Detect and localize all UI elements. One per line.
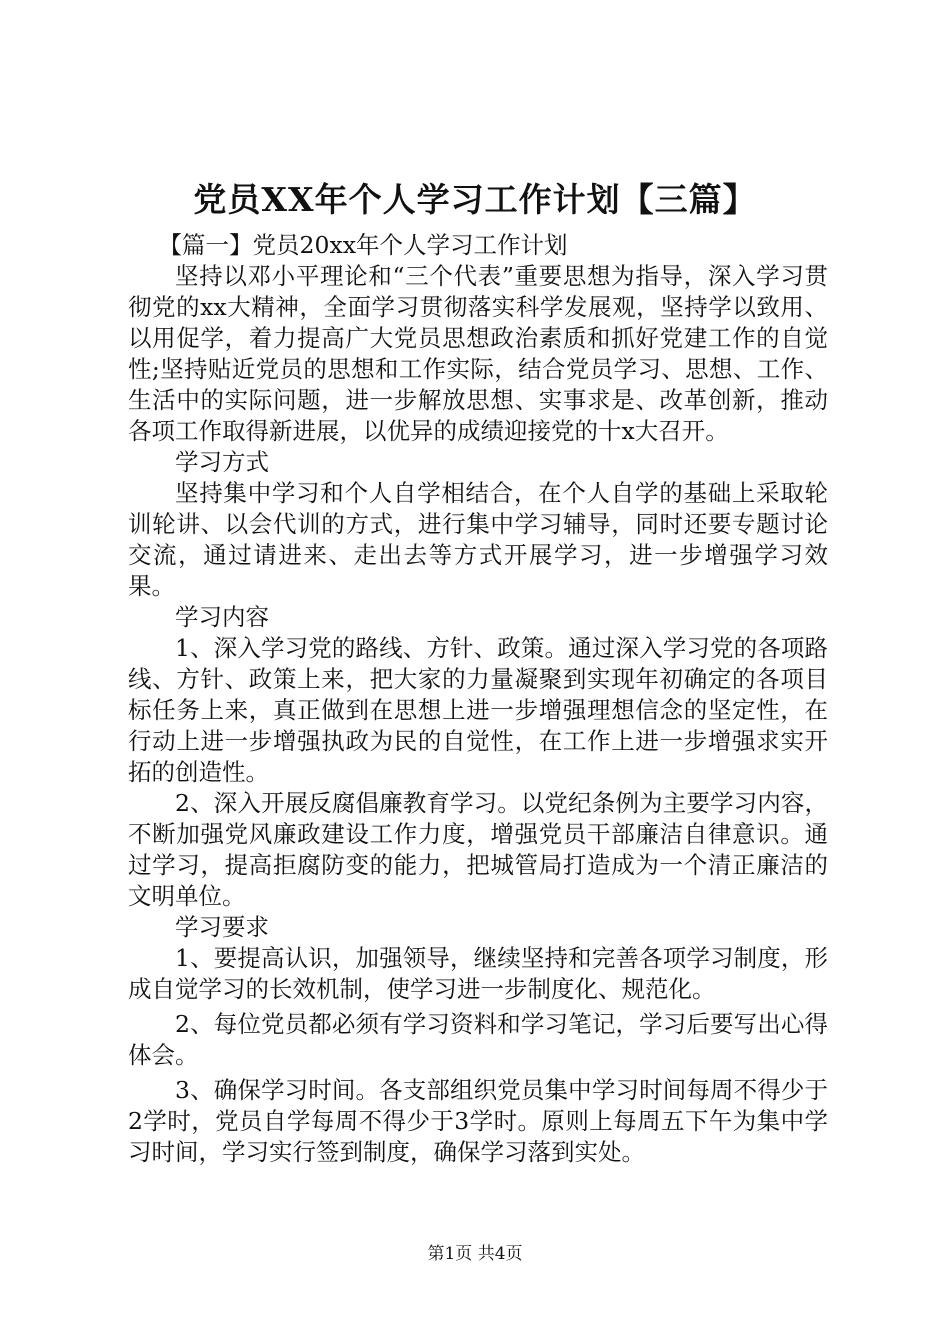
paragraph-requirement-2: 2、每位党员都必须有学习资料和学习笔记，学习后要写出心得体会。: [128, 1010, 828, 1069]
paragraph-study-method: 坚持集中学习和个人自学相结合，在个人自学的基础上采取轮训轮讲、以会代训的方式，进行集中学习辅导，同时还要专题讨论交流，通过请进来、走出去等方式开展学习，进一步增强学习效果。: [128, 479, 828, 600]
paragraph-content-item-1: 1、深入学习党的路线、方针、政策。通过深入学习党的各项路线、方针、政策上来，把大家的力量凝聚到实现年初确定的各项目标任务上来，真正做到在思想上进一步增强理想信念的坚定性，在行动上进一步增强执政为民的自觉性，在工作上进一步增强求实开拓的创造性。: [128, 634, 828, 786]
page-number-footer: 第1页 共4页: [427, 1244, 523, 1264]
document-body: [128, 230, 828, 1168]
paragraph-requirement-3: 3、确保学习时间。各支部组织党员集中学习时间每周不得少于2学时，党员自学每周不得少于3学时。原则上每周五下午为集中学习时间，学习实行签到制度，确保学习落到实处。: [128, 1076, 828, 1166]
paragraph-requirement-1: 1、要提高认识，加强领导，继续坚持和完善各项学习制度，形成自觉学习的长效机制，使学习进一步制度化、规范化。: [128, 944, 828, 1003]
section-heading-part-one: 【篇一】党员20xx年个人学习工作计划: [158, 231, 568, 259]
heading-study-method: 学习方式: [175, 448, 269, 476]
paragraph-guiding-principle: 坚持以邓小平理论和“三个代表”重要思想为指导，深入学习贯彻党的xx大精神，全面学习贯彻落实科学发展观，坚持学以致用、以用促学，着力提高广大党员思想政治素质和抓好党建工作的自觉性;坚持贴近党员的思想和工作实际，结合党员学习、思想、工作、生活中的实际问题，进一步解放思想、实事求是、改革创新，推动各项工作取得新进展，以优异的成绩迎接党的十x大召开。: [128, 262, 828, 445]
document-title: 党员XX年个人学习工作计划【三篇】: [193, 180, 757, 219]
heading-study-requirements: 学习要求: [175, 913, 269, 941]
heading-study-content: 学习内容: [175, 603, 269, 631]
paragraph-content-item-2: 2、深入开展反腐倡廉教育学习。以党纪条例为主要学习内容，不断加强党风廉政建设工作力度，增强党员干部廉洁自律意识。通过学习，提高拒腐防变的能力，把城管局打造成为一个清正廉洁的文明单位。: [128, 789, 828, 910]
